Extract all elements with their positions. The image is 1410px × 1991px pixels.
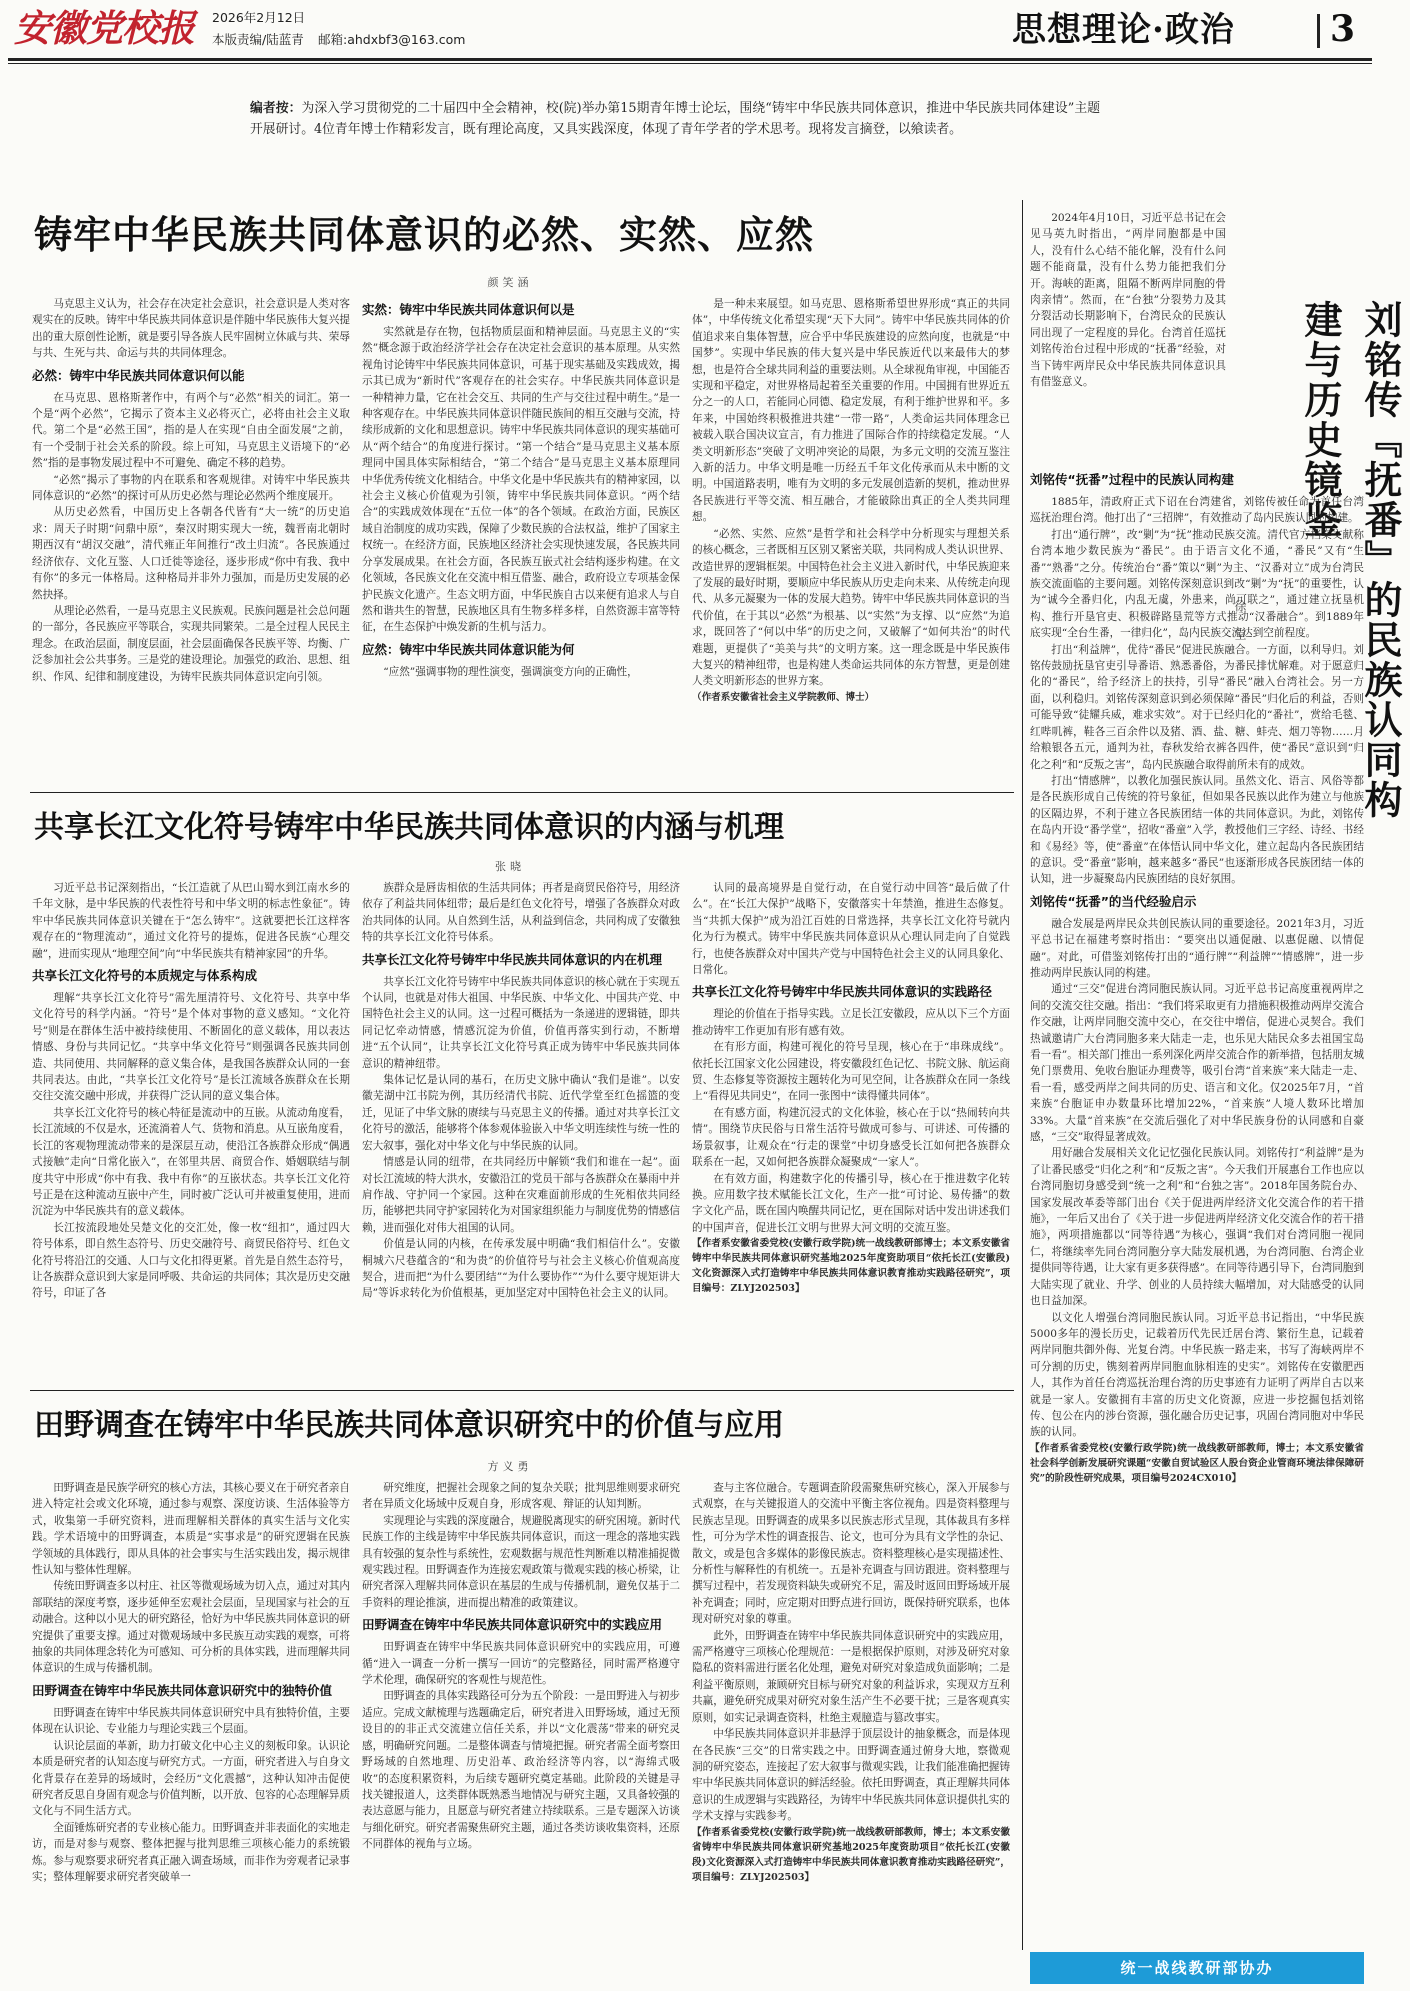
body-paragraph: 集体记忆是认同的基石，在历史文脉中确认“我们是谁”。以安徽芜湖中江书院为例，其历经清代书院、近代学堂至红色摇篮的变迁，见证了中华文脉的赓续与马克思主义的传播。通过对共享长江文化符号的激活，能够将个体参观体验嵌入中华文明连续性与统一性的宏大叙事，强化对中华文化与中华民族的认同。: [362, 1074, 680, 1152]
body-paragraph: 打出“利益牌”，优待“番民”促进民族融合。一方面，以利导归。刘铭传鼓励抚垦官吏引导番语、熟悉番俗，为番民排忧解难。对于愿意归化的“番民”，给予经济上的扶持，引导“番民”融入台湾社会。另一方面，以利稳归。刘铭传深刻意识到必须保障“番民”归化后的利益，否则可能导致“徒耀兵威，难求实效”。对于已经归化的“番社”，赏给毛毯、红哔叽裤，鞋各三百余件以及猪、酒、盐、糖、蚌壳、烟刀等物……月给粮银各五元，通判为社，春秋发给衣裤各四件，使“番民”意识到“归化之利”和“反叛之害”，岛内民族融合取得前所未有的成效。: [1030, 643, 1364, 771]
body-paragraph: 通过“三交”促进台湾同胞民族认同。习近平总书记高度重视两岸之间的交流交往交融。指出：“我们将采取更有力措施积极推动两岸交流合作交融，让两岸同胞交流中交心，在交往中增信，促进心灵契合。我们热诚邀请广大台湾同胞多来大陆走一走，也乐见大陆民众多去祖国宝岛看一看”。相关部门推出一系列深化两岸交流合作的新举措，包括朋友城免门票费用、免收台胞证办理费等，吸引台湾“首来族”来大陆走一走、看一看，感受两岸之间共同的历史、语言和文化。仅2025年7月，“首来族”台胞证申办数量环比增加22%，“首来族”人境人数环比增加33%。大量“首来族”在交流后强化了对中华民族身份的认同感和自豪感，“三交”取得显著成效。: [1030, 983, 1364, 1144]
body-paragraph: 情感是认同的纽带，在共同经历中解锁“我们和谁在一起”。面对长江流域的特大洪水，安徽沿江的党员干部与各族群众在暴雨中并肩作战、守护同一个家园。这种在灾难面前形成的生死相依共同经历，能够把共同守护家园转化为对国家组织能力与制度优势的情感信赖，进而强化对伟大祖国的认同。: [362, 1156, 680, 1234]
body-paragraph: 田野调查是民族学研究的核心方法，其核心要义在于研究者亲自进入特定社会或文化环境，通过参与观察、深度访谈、生活体验等方式，收集第一手研究资料，进而理解相关群体的真实生活与文化实践。学术语境中的田野调查，本质是“实事求是”的研究逻辑在民族学领域的具体践行，即从具体的社会事实与生活实践出发，揭示规律性认知与整体性理解。: [32, 1482, 350, 1577]
article3-author: 方义勇: [487, 1460, 533, 1473]
article4-top-column: [1030, 210, 1226, 460]
page-number-divider: [1317, 14, 1320, 48]
body-paragraph: 田野调查在铸牢中华民族共同体意识研究中的实践应用，可遵循“进入一调查一分析一撰写一回访”的完整路径，同时需严格遵守学术伦理，确保研究的客观性与规范性。: [362, 1641, 680, 1687]
body-paragraph: 实现理论与实践的深度融合，规避脱离现实的研究困境。新时代民族工作的主线是铸牢中华民族共同体意识，而这一理念的落地实践具有较强的复杂性与系统性，宏观数据与规范性判断难以精准捕捉微观实践过程。田野调查作为连接宏观政策与微观实践的核心桥梁，让研究者深入理解共同体意识在基层的生成与传播机制，避免仅基于二手资料的理论推演，进而提出精准的政策建议。: [362, 1514, 680, 1609]
article2-author: 张晓: [495, 860, 525, 873]
article1-author: 颜笑涵: [487, 276, 533, 289]
body-paragraph: “必然”揭示了事物的内在联系和客观规律。对铸牢中华民族共同体意识的“必然”的探讨可从历史必然与理论必然两个维度展开。: [32, 473, 350, 503]
body-paragraph: 全面锤炼研究者的专业核心能力。田野调查并非表面化的实地走访，而是对参与观察、整体把握与批判思维三项核心能力的系统锻炼。参与观察要求研究者真正融入调查场域，而非作为旁观者记录事实；整体理解要求研究者突破单一: [32, 1821, 350, 1883]
body-paragraph: 实然就是存在物，包括物质层面和精神层面。马克思主义的“实然”概念源于政治经济学社会存在决定社会意识的基本原理。从实然视角讨论铸牢中华民族共同体意识，可基于现实基础及实践成效，揭示其已成为“新时代”客观存在的社会实存。中华民族共同体意识是一种精神力量，它在社会交互、共同的生产与交往过程中萌生。”是一种客观存在。中华民族共同体意识伴随民族间的相互交融与交流，持续形成新的文化和思想意识。铸牢中华民族共同体意识的现实基础可从“两个结合”的角度进行探讨。“第一个结合”是马克思主义基本原理同中国具体实际相结合，“第二个结合”是马克思主义基本原理同中华优秀传统文化相结合。中华文化是中华民族共有的精神家园，以社会主义核心价值观为引领，铸牢中华民族共同体意识。“两个结合”的实践成效体现在“五位一体”的各个领域。在政治方面，民族区域自治制度的成功实践，保障了少数民族的合法权益，维护了国家主权统一。在经济方面，民族地区经济社会实现快速发展，各民族共同分享发展成果。在社会方面，各民族互嵌式社会结构逐步构建。在文化领域，各民族文化在交流中相互借鉴、融合，政府设立专项基金保护民族文化遗产。生态文明方面，中华民族自古以来便有追求人与自然和谐共生的智慧，民族地区具有生物多样多样，自然资源丰富等特征，在生态保护中焕发新的生机与活力。: [362, 326, 680, 634]
article4-bottom-column: [1030, 466, 1364, 1948]
footer-banner: [1030, 1952, 1364, 1984]
article3-column-1: [32, 1480, 350, 1980]
body-paragraph: 打出“通行牌”，改“剿”为“抚”推动民族交流。清代官方档案文献称台湾本地少数民族为“番民”。由于语言文化不通，“番民”又有“生番”“熟番”之分。传统治台“番”策以“剿”为主、“汉番对立”成为台湾民族交流面临的主要问题。刘铭传深刻意识到改“剿”为“抚”的重要性，认为“诚今全番归化，内乱无虞，外患来，尚可联之”，通过建立抚垦机构、推行开垦官吏、积极辟路垦荒等方式推动“汉番融合”。到1889年底实现“全台生番，一律归化”，岛内民族交流达到空前程度。: [1030, 528, 1364, 640]
body-paragraph: 2024年4月10日，习近平总书记在会见马英九时指出，“两岸同胞都是中国人，没有什么心结不能化解，没有什么问题不能商量，没有什么势力能把我们分开。海峡的距离，阻隔不断两岸同胞的骨肉亲情”。然而，在“台独”分裂势力及其分裂活动长期影响下，台湾民众的民族认同出现了一定程度的异化。台湾首任巡抚刘铭传治台过程中形成的“抚番”经验，对当下铸牢两岸民众中华民族共同体意识具有借鉴意义。: [1030, 212, 1226, 389]
body-paragraph: 传统田野调查多以村庄、社区等微观场域为切入点，通过对其内部联结的深度考察，逐步延伸至宏观社会层面，呈现国家与社会的互动融合。这种以小见大的研究路径，恰好为中华民族共同体意识的研究提供了重要支撑。通过对微观场域中多民族互动实践的观察，可将抽象的共同体理念转化为可感知、可分析的具体实践，进而理解共同体意识的生成与传播机制。: [32, 1580, 350, 1675]
masthead-rule-thin: [8, 63, 1372, 64]
body-paragraph: “必然、实然、应然”是哲学和社会科学中分析现实与理想关系的核心概念，三者既相互区别又紧密关联，共同构成人类认识世界、改造世界的逻辑框架。中国特色社会主义进入新时代，中华民族迎来了发展的最好时期，要顺应中华民族从历史走向未来、从传统走向现代、从多元凝聚为一体的发展大趋势。铸牢中华民族共同体意识的当代价值，在于其以“必然”为根基、以“实然”为支撑、以“应然”为追求，既回答了“何以中华”的历史之问，又破解了“如何共治”的时代难题，更提供了“美美与共”的文明方案。这一理念既是中华民族伟大复兴的精神纽带，也是构建人类命运共同体的东方智慧，更是创建人类文明新形态的世界方案。: [692, 527, 1010, 688]
author-note: （作者系安徽省社会主义学院教师、博士）: [692, 691, 875, 703]
body-paragraph: 在有感方面，构建沉浸式的文化体验，核心在于以“热闹转向共情”。围绕节庆民俗与日常生活符号做成可参与、可讲述、可传播的场景叙事，让观众在“行走的课堂”中切身感受长江如何把各族群众联系在一起，又如何把各族群众凝聚成“一家人”。: [692, 1106, 1010, 1169]
body-paragraph: 融合发展是两岸民众共创民族认同的重要途径。2021年3月，习近平总书记在福建考察时指出：“要突出以通促融、以惠促融、以情促融”。对此，可借鉴刘铭传打出的“通行牌”“利益牌”“情感牌”，进一步推动两岸民族认同的构建。: [1030, 917, 1364, 979]
author-note: 【作者系省委党校(安徽行政学院)统一战线教研部教师，博士；本文系安徽省社会科学创新发展研究课题“安徽自贸试验区人股台资企业管商环境法律保障研究”的阶段性研究成果，项目编号2024CX010】: [1030, 1442, 1364, 1484]
author-note: 【作者系省委党校(安徽行政学院)统一战线教研部教师，博士；本文系安徽省铸牢中华民族共同体意识研究基地2025年度资助项目“依托长江(安徽段)文化资源深入式打造铸牢中华民族共同体意识教育推动实践路径研究”，项目编号：ZLYJ202503】: [692, 1826, 1010, 1883]
page-editor: 本版责编/陆蓝青: [212, 32, 304, 47]
body-paragraph: 理论的价值在于指导实践。立足长江安徽段，应从以下三个方面推动铸牢工作更加有形有感有效。: [692, 1008, 1010, 1037]
section-heading: 共享长江文化符号铸牢中华民族共同体意识的内在机理: [362, 951, 663, 967]
body-paragraph: 共享长江文化符号铸牢中华民族共同体意识的核心就在于实现五个认同，也就是对伟大祖国、中华民族、中华文化、中国共产党、中国特色社会主义的认同。这一过程可概括为一条递进的逻辑链，即共同记忆牵动情感，情感沉淀为价值，价值再落实到行动，不断增进“五个认同”，让共享长江文化符号真正成为铸牢中华民族共同体意识的精神纽带。: [362, 975, 680, 1070]
body-paragraph: 打出“情感牌”，以教化加强民族认同。虽然文化、语言、风俗等都是各民族形成自己传统的符号象征，但如果各民族以此作为建立与他族的区隔边界，不利于建立各民族团结一体的共同体意识。为此，刘铭传在岛内开设“番学堂”，招收“番童”入学，教授他们三字经、诗经、书经和《易经》等，使“番童”在体悟认同中华文化，建立起岛内各民族团结的意识。受“番童”影响，越来越多“番民”也逐渐形成各民族团结一体的认知，进一步凝聚岛内民族团结的良好氛围。: [1030, 774, 1364, 886]
body-paragraph: 理解“共享长江文化符号”需先厘清符号、文化符号、共享中华文化符号的科学内涵。“符号”是个体对事物的意义感知。“文化符号”则是在群体生活中被持续使用、不断固化的意义载体，用以表达情感、身份与共同记忆。“共享中华文化符号”则强调各民族共同创造、共同使用、共同解释的意义集合体，是我国各族群众认同的一套共同表达。由此，“共享长江文化符号”是长江流域各族群众在长期交往交流交融中形成，并获得广泛认同的意义集合体。: [32, 992, 350, 1103]
body-paragraph: 在有形方面，构建可视化的符号呈现，核心在于“串珠成线”。依托长江国家文化公园建设，将安徽段红色记忆、书院文脉、航运商贸、生态修复等资源按主题转化为可见空间，让各族群众在同一条线上“看得见共同史”，在同一张图中“读得懂共同体”。: [692, 1041, 1010, 1103]
article4-title-text: 刘铭传『抚番』的民族认同构建与历史镜鉴: [1298, 300, 1402, 820]
body-paragraph: 认同的最高境界是自觉行动，在自觉行动中回答“最后做了什么”。在“长江大保护”战略下，安徽落实十年禁渔，推进生态修复。当“共抓大保护”成为沿江百姓的日常选择，共享长江文化符号就内化为行为模式。铸牢中华民族共同体意识从心理认同走向了自觉践行，也使各族群众对中国共产党与中国特色社会主义的认同具象化、日常化。: [692, 882, 1010, 977]
article2-column-1: [32, 880, 350, 1370]
body-paragraph: 田野调查的具体实践路径可分为五个阶段：一是田野进入与初步适应。完成文献梳理与选题确定后，研究者进入田野场域，通过无预设目的的非正式交流建立信任关系，并以“文化震荡”带来的研究灵感，明确研究问题。二是整体调查与情境把握。研究者需全面考察田野场域的自然地理、历史沿革、政治经济等内容，以“海绵式吸收”的态度积累资料，为后续专题研究奠定基础。此阶段的关键是寻找关键报道人，这类群体既熟悉当地情况与研究主题，又具备较强的表达意愿与能力，且愿意与研究者建立持续联系。三是专题深入访谈与细化研究。研究者需聚焦研究主题，通过各类访谈收集资料，还原不同群体的视角与立场。: [362, 1690, 680, 1851]
body-paragraph: 从理论必然看，一是马克思主义民族观。民族问题是社会总问题的一部分，各民族应平等联合，实现共同繁荣。二是全过程人民民主理念。在政治层面，制度层面，社会层面确保各民族平等、均衡、广泛参加社会公共事务。三是党的建设理论。加强党的政治、思想、组织、作风、纪律和制度建设，为铸牢民族共同体意识定向引领。: [32, 604, 350, 683]
article1-column-2: [362, 296, 680, 746]
body-paragraph: 族群众是唇齿相依的生活共同体；再者是商贸民俗符号，用经济依存了利益共同体纽带；最后是红色文化符号，增强了各族群众对政治共同体的认同。从自然到生活，从利益到信念，共同构成了安徽独特的共享长江文化符号体系。: [362, 882, 680, 944]
section-heading: 刘铭传“抚番”过程中的民族认同构建: [1030, 472, 1234, 487]
page-number: 3: [1330, 8, 1356, 50]
body-paragraph: 长江按流段地处吴楚文化的交汇处，像一枚“纽扣”，通过四大符号体系，即自然生态符号、历史交融符号、商贸民俗符号、红色文化符号将沿江的交通、人口与文化扣得更紧。首先是自然生态符号，让各族群众意识到大家是同呼吸、共命运的共同体；其次是历史交融符号，印证了各: [32, 1221, 350, 1300]
body-paragraph: 中华民族共同体意识并非悬浮于顶层设计的抽象概念，而是体现在各民族“三交”的日常实践之中。田野调查通过俯身大地，察微观洞的研究姿态，连接起了宏大叙事与微观实践，让我们能准确把握铸牢中华民族共同体意识的鲜活经验。依托田野调查，真正理解共同体意识的生成逻辑与实践路径，为铸牢中华民族共同体意识提供扎实的学术支撑与实践参考。: [692, 1728, 1010, 1823]
article1-column-1: [32, 296, 350, 746]
body-paragraph: 马克思主义认为，社会存在决定社会意识，社会意识是人类对客观实在的反映。铸牢中华民族共同体意识是伴随中华民族伟大复兴提出的重大原创性论断，就是要引导各族人民牢固树立休戚与共、荣辱与共、生死与共、命运与共的共同体理念。: [32, 298, 350, 360]
editor-note: [250, 98, 1100, 140]
body-paragraph: 田野调查在铸牢中华民族共同体意识研究中具有独特价值，主要体现在认识论、专业能力与理论实践三个层面。: [32, 1706, 350, 1736]
masthead: [0, 0, 1380, 62]
section-heading: 田野调查在铸牢中华民族共同体意识研究中的实践应用: [362, 1617, 663, 1633]
article1-column-3: [692, 296, 1010, 786]
article2-title: 共享长江文化符号铸牢中华民族共同体意识的内涵与机理: [34, 810, 784, 845]
body-paragraph: 价值是认同的内核，在传承发展中明确“我们相信什么”。安徽桐城六尺巷蕴含的“和为贵”的价值符号与社会主义核心价值观高度契合，进而把“为什么要团结”“为什么要协作”“为什么要守规矩讲大局”等诉求转化为价值根基，更加坚定对中国特色社会主义的认同。: [362, 1238, 680, 1300]
body-paragraph: 共享长江文化符号的核心特征是流动中的互嵌。从流动角度看，长江流域的不仅是水，还流淌着人气、货物和消息。从互嵌角度看，长江的客观物理流动带来的是深层互动，使沿江各族群众形成“偶遇式接触”走向“日常化嵌入”，在邻里共居、商贸合作、婚姻联结与制度共守中形成“你中有我、我中有你”的互嵌状态。共享长江文化符号正是在这种流动互嵌中产生，同时被广泛认可并被重复使用，进而沉淀为中华民族共有的意义载体。: [32, 1106, 350, 1218]
article2-top-rule: [30, 792, 1014, 793]
article2-column-2: [362, 880, 680, 1370]
body-paragraph: 在马克思、恩格斯著作中，有两个与“必然”相关的词汇。第一个是“两个必然”，它揭示了资本主义必将灭亡，必将由社会主义取代。第二个是“必然王国”，指的是人在实现“自由全面发展”之前，有一个受制于社会关系的阶段。综上可知，马克思主义语境下的“必然”指的是事物发展过程中不可避免、确定不移的趋势。: [32, 391, 350, 470]
footer-banner-label: 统一战线教研部协办: [1120, 1959, 1274, 1977]
body-paragraph: 是一种未来展望。如马克思、恩格斯希望世界形成“真正的共同体”，中华传统文化希望实现“天下大同”。铸牢中华民族共同体的价值追求来自集体智慧，应合乎中华民族建设的应然向度，也就是“中国梦”。实现中华民族的伟大复兴是中华民族近代以来最伟大的梦想，也是符合全球共同利益的重要法则。从全球视角审视，中国能否实现和平稳定，对世界格局起着至关重要的作用。中国拥有世界近五分之一的人口，若能同心同德、稳定发展，有利于维护世界和平。多年来，中国始终积极推进共建“一带一路”，人类命运共同体理念已被载入联合国决议宣言，有力推进了国际合作的持续稳定发展。“人类文明新形态”突破了文明冲突论的局限，为多元文明的交流互鉴注入新的活力。中华文明是唯一历经五千年文化传承而从未中断的文明。中国道路表明，唯有为文明的多元发展创造新的契机，推动世界各民族进行平等交流、相互融合，才能破除出真正的全人类共同理想。: [692, 298, 1010, 524]
editor-note-text: 为深入学习贯彻党的二十届四中全会精神，校(院)举办第15期青年博士论坛，围绕“铸牢中华民族共同体意识，推进中华民族共同体建设”主题开展研讨。4位青年博士作精彩发言，既有理论高度，又具实践深度，体现了青年学者的学术思考。现将发言摘登，以飨读者。: [250, 101, 1100, 137]
masthead-rule: [8, 58, 1372, 61]
article1-title: 铸牢中华民族共同体意识的必然、实然、应然: [34, 213, 815, 257]
editor-note-label: 编者按：: [250, 101, 302, 116]
section-heading: 实然：铸牢中华民族共同体意识何以是: [362, 302, 575, 317]
body-paragraph: 从历史必然看，中国历史上各朝各代皆有“大一统”的历史追求：周天子时期“问鼎中原”，秦汉时期实现大一统，魏晋南北朝时期西汉有“胡汉交融”，清代雍正年间推行“改土归流”。各民族通过经济依存、文化互鉴、人口迁徙等途径，逐步形成“你中有我、我中有你”的多元一体格局。这种格局并非外力强加，而是历史发展的必然抉择。: [32, 506, 350, 601]
article3-column-3: [692, 1480, 1010, 1980]
article2-column-3: [692, 880, 1010, 1370]
issue-date: 2026年2月12日: [212, 10, 306, 25]
section-heading: 田野调查在铸牢中华民族共同体意识研究中的独特价值: [32, 1682, 333, 1698]
section-heading: 必然：铸牢中华民族共同体意识何以能: [32, 367, 245, 383]
section-title: 思想理论·政治: [1012, 10, 1235, 50]
section-heading: 刘铭传“抚番”的当代经验启示: [1030, 893, 1197, 909]
right-column-divider: [1022, 200, 1023, 1950]
body-paragraph: 在有效方面，构建数字化的传播引导，核心在于推进数字化转换。应用数字技术赋能长江文化，生产一批“可讨论、易传播”的数字文化产品，既在国内唤醒共同记忆，更在国际对话中发出讲述我们的中国声音，促进长江文明与世界大河文明的交流互鉴。: [692, 1172, 1010, 1234]
article3-title: 田野调查在铸牢中华民族共同体意识研究中的价值与应用: [34, 1408, 784, 1443]
body-paragraph: 此外，田野调查在铸牢中华民族共同体意识研究中的实践应用，需严格遵守三项核心伦理规范：一是根据保护原则，对涉及研究对象隐私的资料需进行匿名化处理，避免对研究对象造成负面影响；二是利益平衡原则，兼顾研究目标与研究对象的利益诉求，实现双方互利共赢，避免研究成果对研究对象生活产生不必要干扰；三是客观真实原则，如实记录调查资料，杜绝主观臆造与篡改事实。: [692, 1629, 1010, 1724]
body-paragraph: “应然”强调事物的理性演变，强调演变方向的正确性，: [383, 665, 638, 678]
section-heading: 共享长江文化符号的本质规定与体系构成: [32, 968, 258, 984]
editor-email: 邮箱:ahdxbf3@163.com: [318, 32, 466, 47]
body-paragraph: 以文化人增强台湾同胞民族认同。习近平总书记指出，“中华民族5000多年的漫长历史，记载着历代先民迁居台湾、繁衍生息，记载着两岸同胞共御外侮、光复台湾。中华民族一路走来，书写了海峡两岸不可分割的历史，镌刻着两岸同胞血脉相连的史实”。刘铭传在安徽肥西人，其作为首任台湾巡抚治理台湾的历史事迹有力证明了两岸自古以来就是一家人。安徽拥有丰富的历史文化资源，应进一步挖掘包括刘铭传、包公在内的涉台资源，强化融合历史记事，巩固台湾同胞对中华民族的认同。: [1030, 1311, 1364, 1439]
body-paragraph: 用好融合发展相关文化记忆强化民族认同。刘铭传打“利益牌”是为了让番民感受“归化之利”和“反叛之害”。今天我们开展惠台工作也应以台湾同胞切身感受到“统一之利”和“台独之害”。2018年国务院台办、国家发展改革委等部门出台《关于促进两岸经济文化交流合作的若干措施》，一年后又出台了《关于进一步促进两岸经济文化交流合作的若干措施》，两项措施都以“同等待遇”为核心，强调“我们对台湾同胞一视同仁，将继续率先同台湾同胞分享大陆发展机遇，为台湾同胞、台湾企业提供同等待遇，让大家有更多获得感”。在同等待遇引导下，台湾同胞到大陆实现了就业、升学、创业的人员持续大幅增加，对大陆感受的认同也日益加深。: [1030, 1147, 1364, 1308]
body-paragraph: 研究维度，把握社会现象之间的复杂关联；批判思维则要求研究者在异质文化场域中反观自身，形成客观、辩证的认知判断。: [362, 1482, 680, 1511]
body-paragraph: 查与主客位融合。专题调查阶段需聚焦研究核心，深入开展参与式观察，在与关键报道人的交流中平衡主客位视角。四是资料整理与民族志呈现。田野调查的成果多以民族志形式呈现，其体裁具有多样性，可分为学术性的调查报告、论文，也可分为具有文学性的杂记、散文，或是包含多媒体的影像民族志。资料整理核心是实现描述性、分析性与解释性的有机统一。五是补充调查与回访跟进。资料整理与撰写过程中，若发现资料缺失或研究不足，需及时返回田野场域开展补充调查；同时，应定期对田野点进行回访，既保持研究联系，也体现对研究对象的尊重。: [692, 1482, 1010, 1626]
newspaper-logo: 安徽党校报: [14, 6, 194, 50]
article3-top-rule: [30, 1390, 1014, 1391]
body-paragraph: 1885年，清政府正式下诏在台湾建省，刘铭传被任命为首任台湾巡抚治理台湾。他打出了“三招牌”，有效推动了岛内民族认同的构建。: [1030, 496, 1364, 525]
body-paragraph: 习近平总书记深刻指出，“长江造就了从巴山蜀水到江南水乡的千年文脉，是中华民族的代表性符号和中华文明的标志性象征”。铸牢中华民族共同体意识关键在于“怎么铸牢”。这就要把长江这样客观存在的“物理流动”，通过文化符号的提炼，促进各民族“心理交融”，进而实现从“地理空间”向“中华民族共有精神家园”的升华。: [32, 882, 350, 960]
body-paragraph: 认识论层面的革新，助力打破文化中心主义的刻板印象。认识论本质是研究者的认知态度与研究方式。一方面，研究者进入与自身文化背景存在差异的场域时，会经历“文化震撼”，这种认知冲击促使研究者反思自身固有观念与价值判断，以开放、包容的心态理解异质文化与不同生活方式。: [32, 1739, 350, 1818]
article3-column-2: [362, 1480, 680, 1980]
article4-author-text: 徐 堂: [1233, 600, 1247, 646]
section-heading: 应然：铸牢中华民族共同体意识能为何: [362, 641, 575, 657]
section-heading: 共享长江文化符号铸牢中华民族共同体意识的实践路径: [692, 984, 993, 1000]
author-note: 【作者系安徽省委党校(安徽行政学院)统一战线教研部博士；本文系安徽省铸牢中华民族共同体意识研究基地2025年度资助项目“依托长江(安徽段)文化资源深入式打造铸牢中华民族共同体意识教育推动实践路径研究”，项目编号：ZLYJ202503】: [692, 1238, 1010, 1295]
